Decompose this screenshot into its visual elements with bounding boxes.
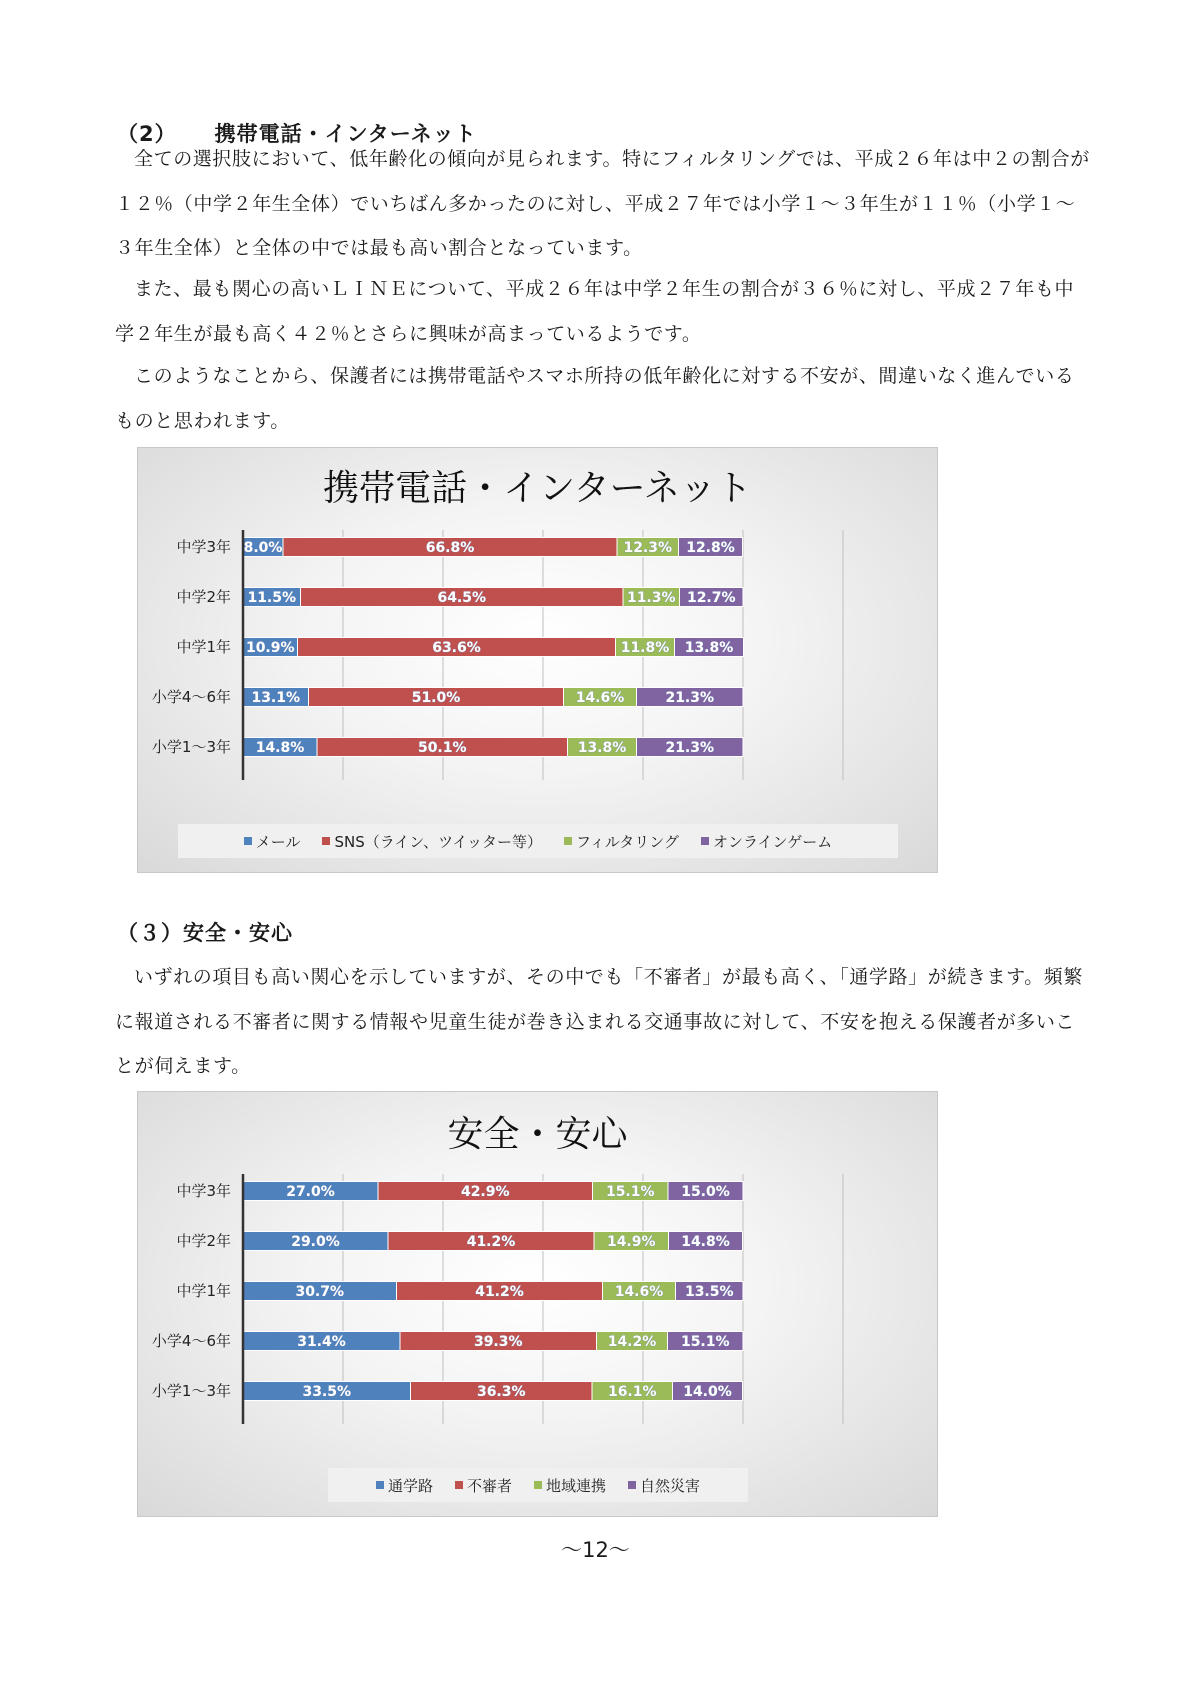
chart-mobile-internet — [137, 447, 938, 873]
data-label: 12.8% — [686, 540, 735, 556]
data-label: 41.2% — [466, 1234, 516, 1250]
legend-swatch — [564, 837, 572, 845]
data-label: 12.7% — [686, 590, 736, 606]
data-label: 42.9% — [460, 1184, 510, 1200]
data-label: 64.5% — [437, 590, 487, 606]
data-label: 8.0% — [243, 540, 283, 556]
data-label: 50.1% — [417, 740, 467, 756]
legend-swatch — [376, 1481, 384, 1489]
data-label: 15.1% — [605, 1184, 655, 1200]
chart-plot — [138, 448, 937, 872]
data-label: 14.2% — [607, 1334, 657, 1350]
data-label: 21.3% — [665, 690, 715, 706]
paragraph: このようなことから、保護者には携帯電話やスマホ所持の低年齢化に対する不安が、間違いなく進んでいるものと思われます。 — [115, 365, 1075, 432]
category-label: 小学4～6年 — [151, 688, 231, 706]
data-label: 14.6% — [575, 690, 625, 706]
data-label: 29.0% — [291, 1234, 340, 1250]
data-label: 13.5% — [684, 1284, 734, 1300]
data-label: 36.3% — [476, 1384, 526, 1400]
data-label: 14.8% — [255, 740, 305, 756]
legend-label: 自然災害 — [640, 1476, 701, 1495]
category-label: 中学3年 — [176, 538, 231, 556]
legend-item — [628, 1475, 700, 1496]
chart-title: 安全・安心 — [447, 1114, 628, 1155]
chart-legend — [178, 824, 898, 858]
category-label: 小学1～3年 — [151, 1382, 231, 1400]
legend-label: SNS（ライン、ツイッター等） — [334, 832, 543, 851]
legend-label: 通学路 — [387, 1476, 433, 1495]
legend-label: フィルタリング — [576, 832, 679, 851]
category-label: 小学4～6年 — [151, 1332, 231, 1350]
data-label: 14.8% — [681, 1234, 730, 1250]
data-label: 13.1% — [251, 690, 301, 706]
legend-label: 地域連携 — [546, 1476, 607, 1495]
data-label: 11.8% — [620, 640, 670, 656]
category-label: 中学3年 — [176, 1182, 231, 1200]
chart-title: 携帯電話・インターネット — [323, 468, 752, 509]
category-label: 中学2年 — [176, 588, 231, 606]
paragraph: また、最も関心の高いＬＩＮＥについて、平成２６年は中学２年生の割合が３６％に対し、平成２７年も中学２年生が最も高く４２％とさらに興味が高まっているようです。 — [115, 278, 1075, 345]
chart-safety — [137, 1091, 938, 1517]
legend-swatch — [628, 1481, 636, 1489]
data-label: 51.0% — [411, 690, 461, 706]
chart-legend — [328, 1468, 748, 1502]
section-heading-text: 携帯電話・インターネット — [214, 122, 477, 146]
data-label: 14.9% — [606, 1234, 656, 1250]
category-label: 中学2年 — [176, 1232, 231, 1250]
page-number: ～12～ — [561, 1538, 630, 1562]
data-label: 30.7% — [295, 1284, 345, 1300]
data-label: 13.8% — [684, 640, 734, 656]
data-label: 15.0% — [681, 1184, 730, 1200]
data-label: 31.4% — [297, 1334, 346, 1350]
data-label: 11.5% — [247, 590, 297, 606]
legend-item — [455, 1475, 512, 1496]
legend-label: メール — [255, 832, 301, 851]
data-label: 41.2% — [475, 1284, 524, 1300]
data-label: 21.3% — [665, 740, 715, 756]
legend-item — [322, 831, 542, 852]
category-label: 中学1年 — [176, 638, 231, 656]
legend-item — [564, 831, 679, 852]
data-label: 11.3% — [626, 590, 676, 606]
legend-swatch — [455, 1481, 463, 1489]
data-label: 12.3% — [623, 540, 673, 556]
data-label: 14.0% — [683, 1384, 732, 1400]
legend-swatch — [322, 837, 330, 845]
legend-item — [244, 831, 301, 852]
data-label: 14.6% — [614, 1284, 664, 1300]
data-label: 16.1% — [607, 1384, 657, 1400]
data-label: 63.6% — [432, 640, 481, 656]
data-label: 10.9% — [245, 640, 295, 656]
legend-label: オンラインゲーム — [712, 832, 833, 851]
section-heading-safety: （３）安全・安心 — [117, 921, 293, 945]
category-label: 中学1年 — [176, 1282, 231, 1300]
data-label: 27.0% — [286, 1184, 335, 1200]
chart-plot — [138, 1092, 937, 1516]
legend-swatch — [534, 1481, 542, 1489]
legend-swatch — [701, 837, 709, 845]
data-label: 33.5% — [302, 1384, 352, 1400]
data-label: 66.8% — [425, 540, 475, 556]
legend-item — [701, 831, 832, 852]
legend-item — [376, 1475, 433, 1496]
section-heading-number: （2） — [117, 122, 177, 146]
legend-swatch — [244, 837, 252, 845]
paragraph: いずれの項目も高い関心を示していますが、その中でも「不審者」が最も高く、「通学路」が続きます。頻繁に報道される不審者に関する情報や児童生徒が巻き込まれる交通事故に対して、不安を抱える保護者が多いことが伺えます。 — [115, 966, 1084, 1077]
data-label: 15.1% — [680, 1334, 730, 1350]
category-label: 小学1～3年 — [151, 738, 231, 756]
paragraph: 全ての選択肢において、低年齢化の傾向が見られます。特にフィルタリングでは、平成２６年は中２の割合が１２％（中学２年生全体）でいちばん多かったのに対し、平成２７年では小学１～３年生が１１％（小学１～３年生全体）と全体の中では最も高い割合となっています。 — [115, 148, 1090, 259]
data-label: 13.8% — [577, 740, 627, 756]
legend-item — [534, 1475, 606, 1496]
legend-label: 不審者 — [466, 1476, 512, 1495]
data-label: 39.3% — [473, 1334, 523, 1350]
